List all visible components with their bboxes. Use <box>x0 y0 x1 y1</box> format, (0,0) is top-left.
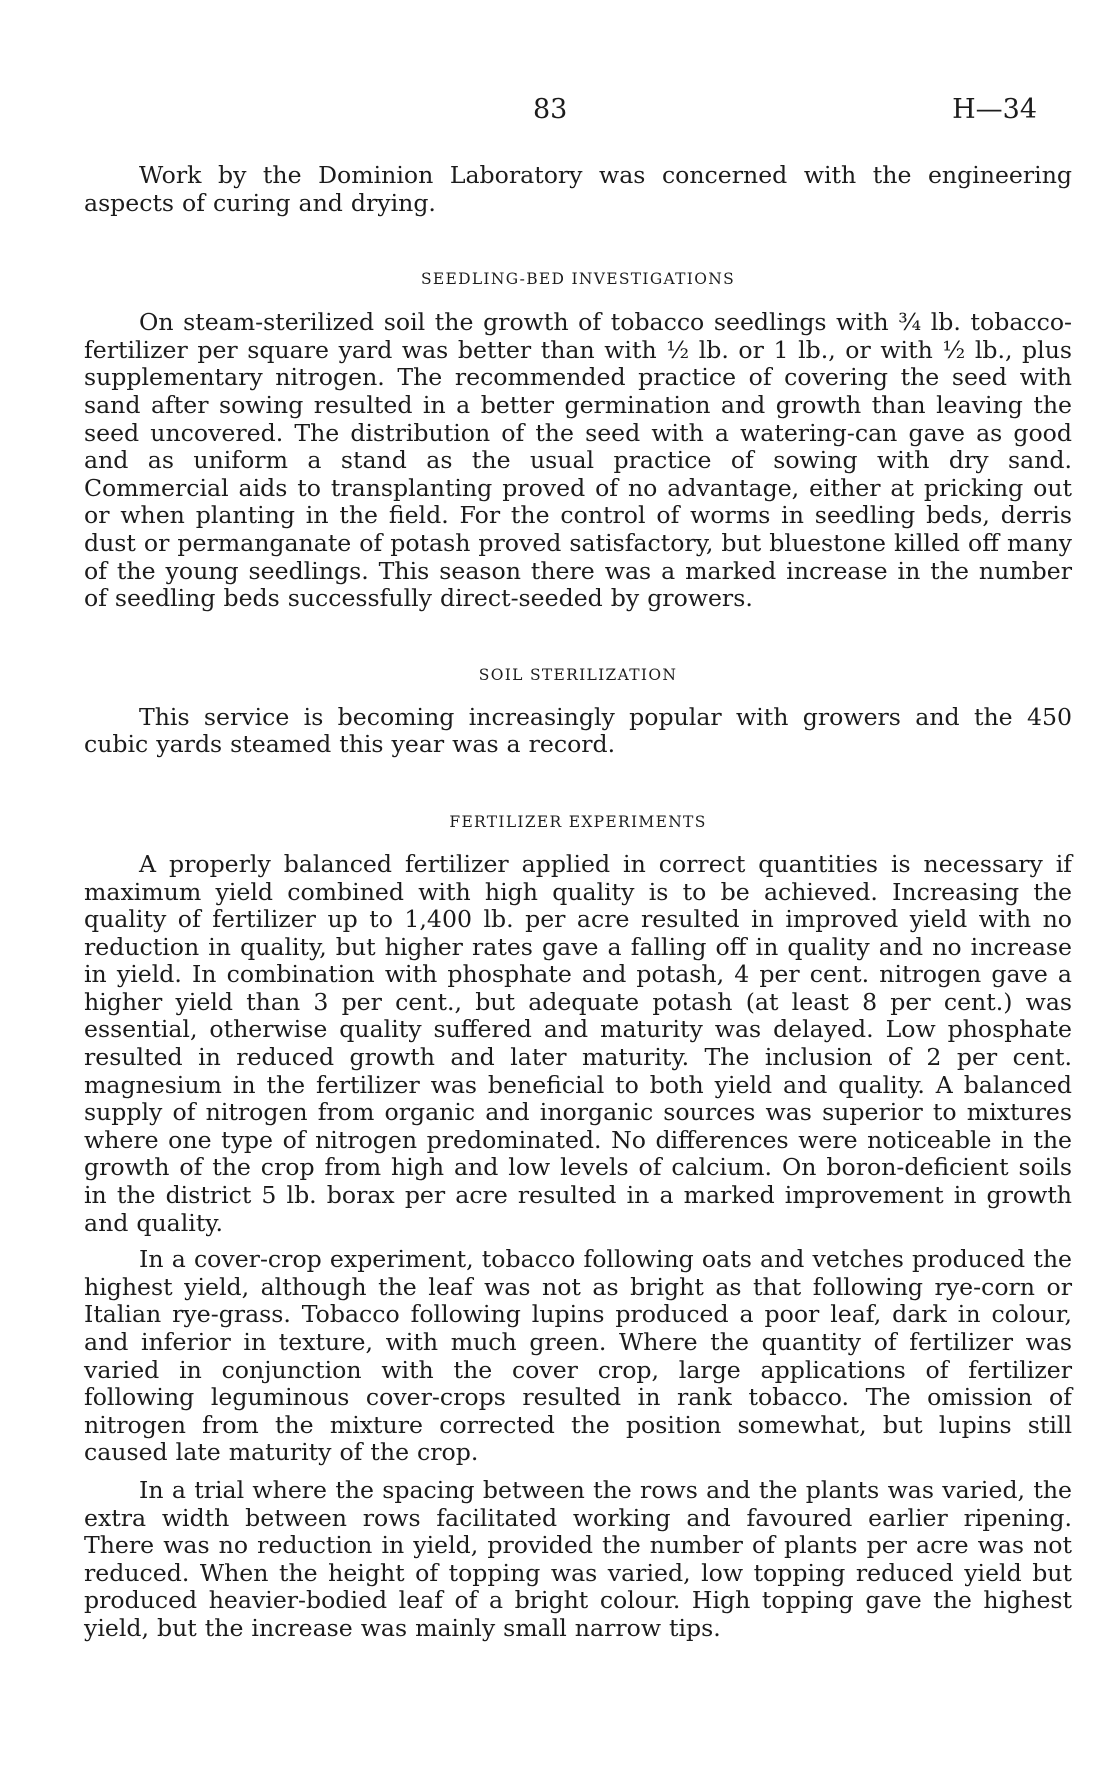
paragraph-cover-crop: In a cover-crop experiment, tobacco following oats and vetches produced the highest yield, although the leaf was not as bright as that following rye-corn or Italian rye-grass. Tobacco following lupins produced a poor leaf, dark in colour, and inferior in texture, with much green. Where the quantity of fertilizer was varied in conjunction with the cover crop, large applications of fertilizer following leguminous cover-crops resulted in rank tobacco. The omission of nitrogen from the mixture corrected the position somewhat, but lupins still caused late maturity of the crop. <box>84 1245 1072 1467</box>
paragraph-soil-sterilization: This service is becoming increasingly popular with growers and the 450 cubic yards steamed this year was a record. <box>84 702 1072 759</box>
page-number: 83 <box>533 94 568 125</box>
paragraph-spacing-trial: In a trial where the spacing between the rows and the plants was varied, the extra width between rows facilitated working and favoured earlier ripening. There was no reduction in yield, provided the number of plants per acre was not reduced. When the height of topping was varied, low topping reduced yield but produced heavier-bodied leaf of a bright colour. High topping gave the highest yield, but the increase was mainly small narrow tips. <box>84 1475 1072 1642</box>
heading-soil-sterilization: SOIL STERILIZATION <box>478 665 678 684</box>
page-body <box>84 162 1072 1643</box>
paragraph-fertilizer-balance: A properly balanced fertilizer applied in correct quantities is necessary if maximum yield combined with high quality is to be achieved. Increasing the quality of fertilizer up to 1,400 lb. per acre resulted in improved yield with no reduction in quality, but higher rates gave a falling off in quality and no increase in yield. In combination with phosphate and potash, 4 per cent. nitrogen gave a higher yield than 3 per cent., but adequate potash (at least 8 per cent.) was essential, otherwise quality suffered and maturity was delayed. Low phosphate resulted in reduced growth and later maturity. The inclusion of 2 per cent. magnesium in the fertilizer was beneficial to both yield and quality. A balanced supply of nitrogen from organic and inorganic sources was superior to mixtures where one type of nitrogen predominated. No differences were noticeable in the growth of the crop from high and low levels of calcium. On boron-deficient soils in the district 5 lb. borax per acre resulted in a marked improvement in growth and quality. <box>84 849 1072 1237</box>
heading-fertilizer-experiments: FERTILIZER EXPERIMENTS <box>449 812 707 831</box>
paragraph-seedling-beds: On steam-sterilized soil the growth of tobacco seedlings with ¾ lb. tobacco-fertilizer per square yard was better than with ½ lb. or 1 lb., or with ½ lb., plus supplementary nitrogen. The recommended practice of covering the seed with sand after sowing resulted in a better germination and growth than leaving the seed uncovered. The distribution of the seed with a watering-can gave as good and as uniform a stand as the usual practice of sowing with dry sand. Commercial aids to transplanting proved of no advantage, either at pricking out or when planting in the field. For the control of worms in seedling beds, derris dust or permanganate of potash proved satisfactory, but bluestone killed off many of the young seedlings. This season there was a marked increase in the number of seedling beds successfully direct-seeded by growers. <box>84 308 1072 613</box>
page-header <box>0 94 1114 134</box>
heading-seedling-bed-investigations: SEEDLING-BED INVESTIGATIONS <box>420 270 736 289</box>
document-reference: H—34 <box>952 94 1037 125</box>
paragraph-dominion-laboratory: Work by the Dominion Laboratory was concerned with the engineering aspects of curing and drying. <box>84 161 1072 217</box>
